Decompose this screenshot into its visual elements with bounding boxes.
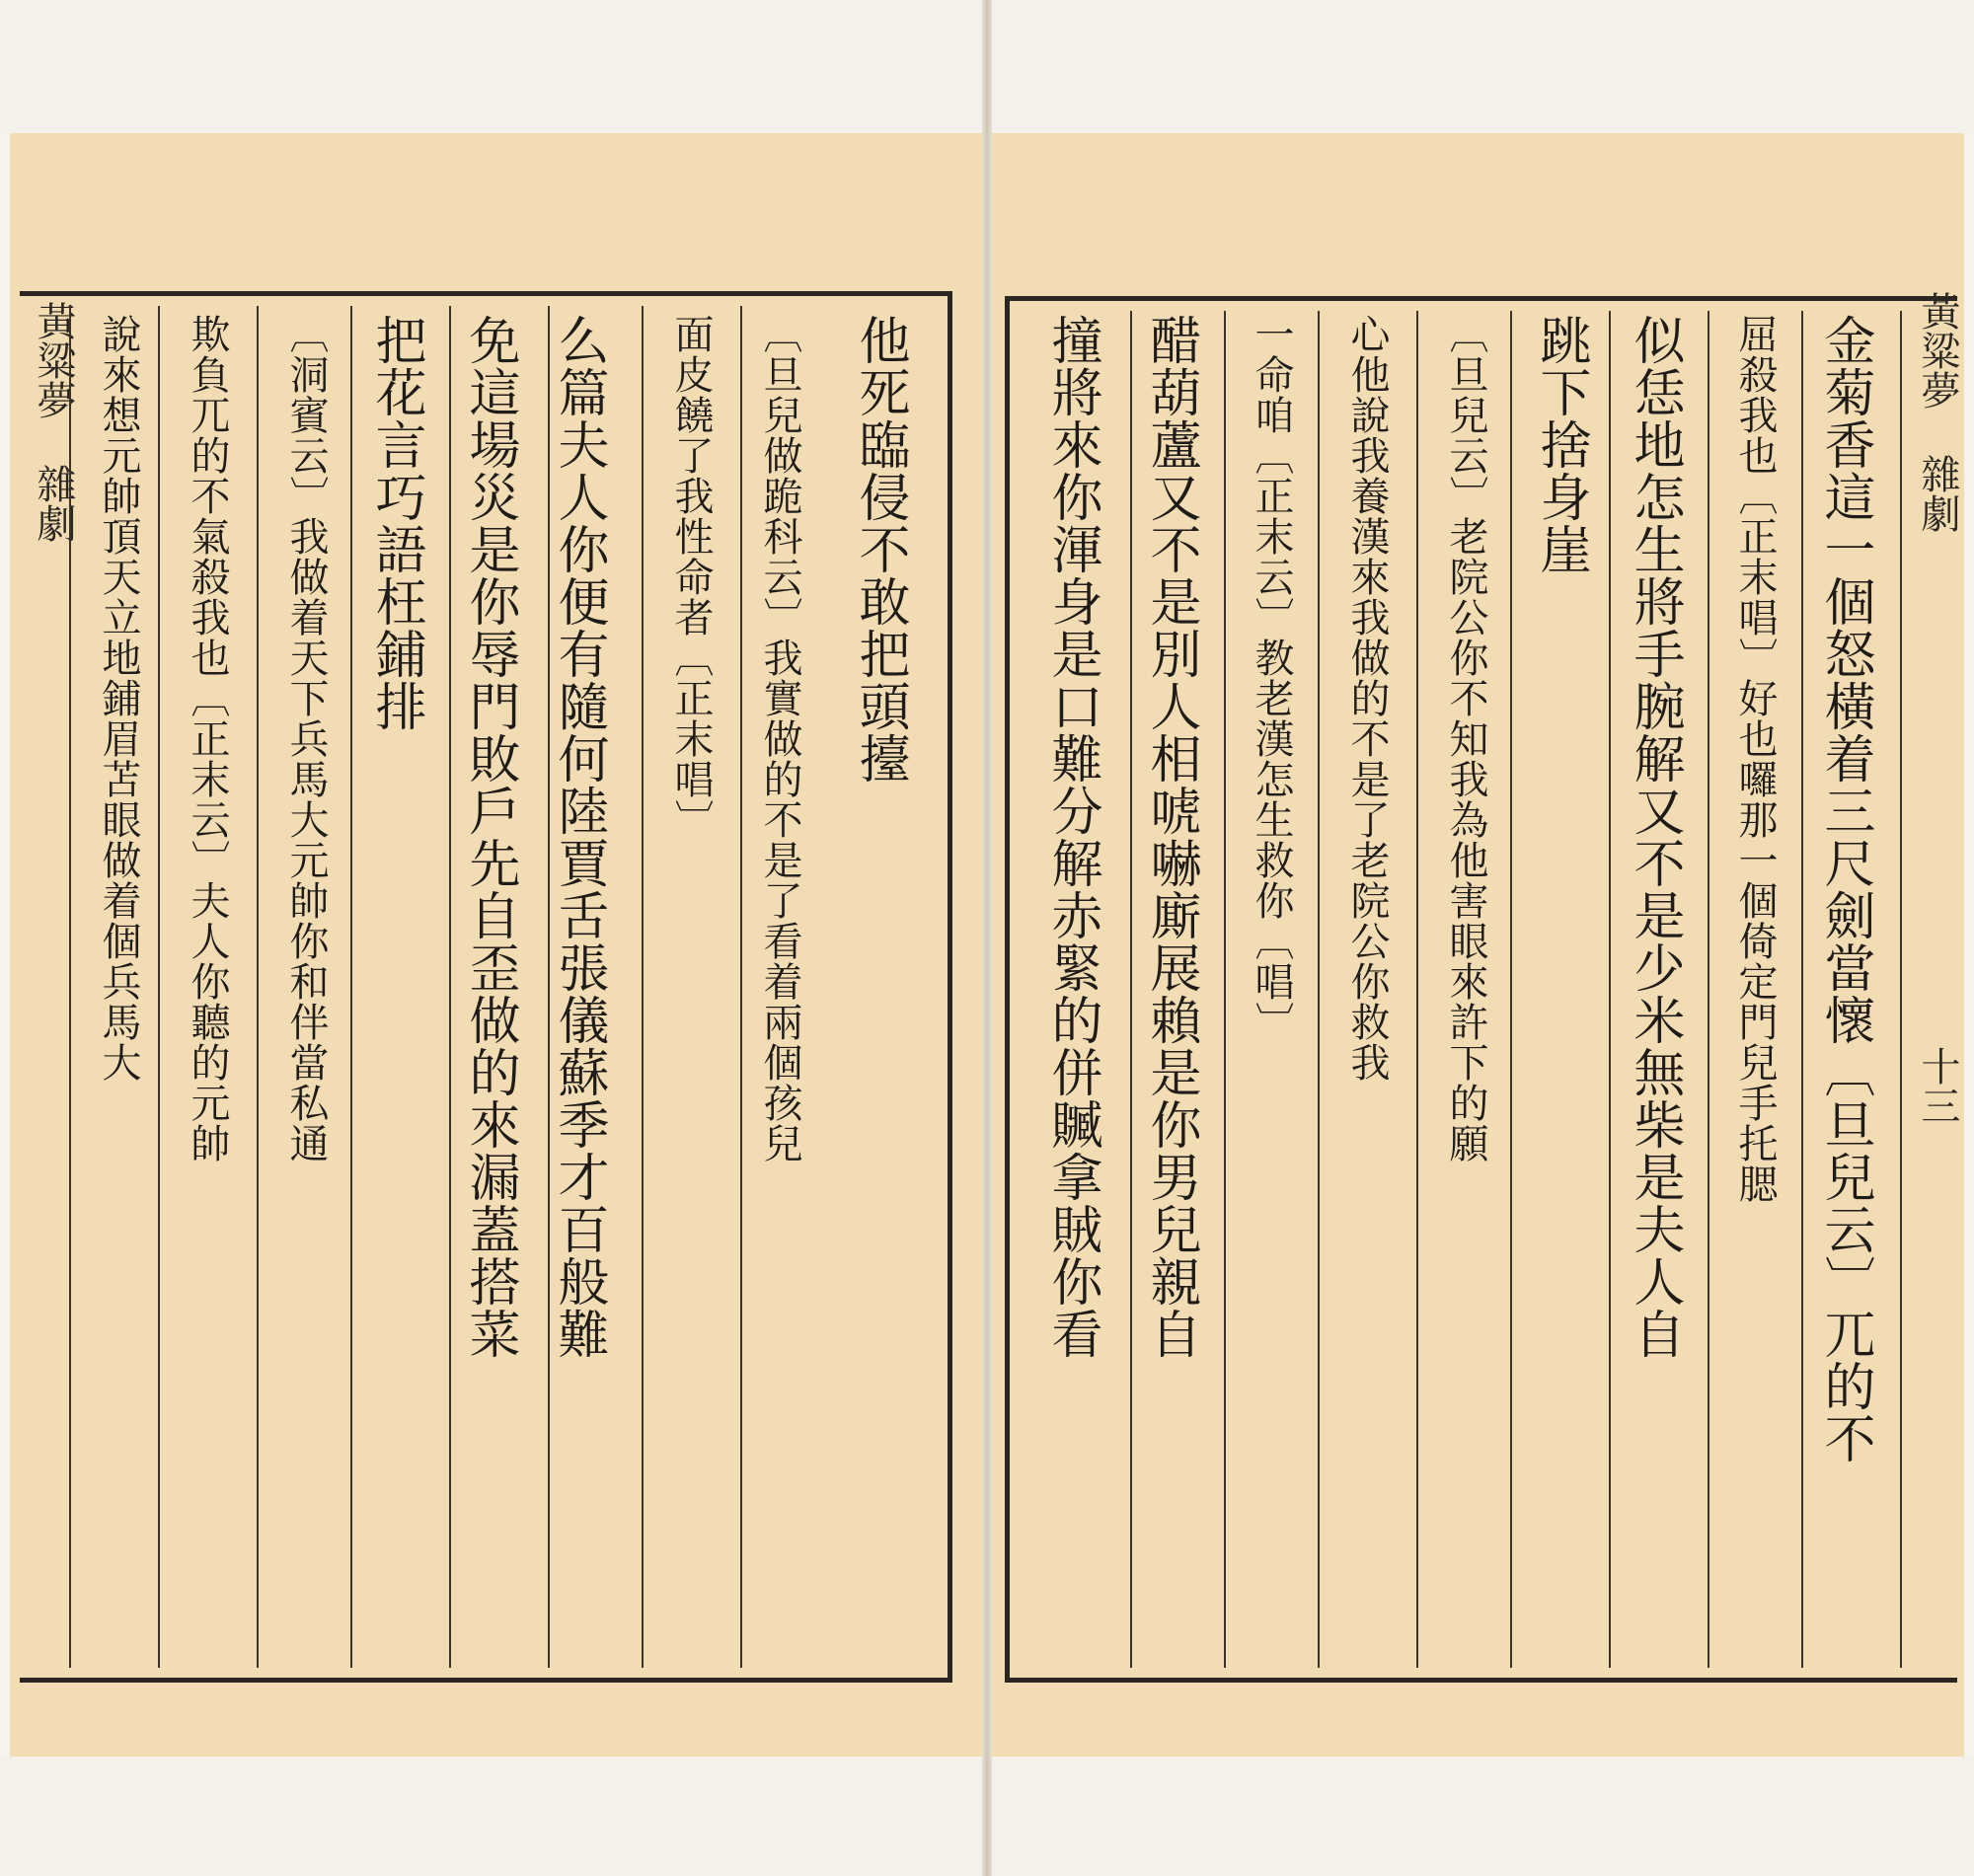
text-column: 金菊香這一個怒橫着三尺劍當懷〔旦兒云〕兀的不 — [1815, 314, 1874, 1464]
text-column: 醋葫蘆又不是別人相唬嚇廝展賴是你男兒親自 — [1141, 314, 1200, 1360]
column-rule — [1224, 311, 1226, 1668]
column-rule — [1416, 311, 1418, 1668]
column-rule — [1900, 311, 1902, 1668]
text-column: 么篇夫人你便有隨何陸賈舌張儀蘇季才百般難 — [549, 314, 608, 1360]
text-column: 一命咱〔正末云〕教老漢怎生救你〔唱〕 — [1249, 314, 1294, 1042]
column-rule — [158, 306, 160, 1668]
column-rule — [1318, 311, 1320, 1668]
text-column: 面皮饒了我性命者〔正末唱〕 — [668, 314, 714, 840]
text-column: 撞將來你渾身是口難分解赤緊的併贓拿賊你看 — [1042, 314, 1101, 1360]
folio-number: 十三 — [1915, 1046, 1960, 1125]
text-column: 說來想元帥頂天立地鋪眉苫眼做着個兵馬大 — [96, 314, 141, 1083]
text-column: 〔旦兒做跪科云〕我實做的不是了看着兩個孩兒 — [757, 314, 802, 1163]
text-column: 把花言巧語枉鋪排 — [366, 314, 425, 732]
column-rule — [1801, 311, 1803, 1668]
text-column: 〔旦兒云〕老院公你不知我為他害眼來許下的願 — [1443, 314, 1488, 1163]
right-margin-label: 雜劇 — [1915, 454, 1960, 533]
left-margin-title: 黃粱夢 — [31, 301, 76, 419]
text-column: 屈殺我也〔正末唱〕好也囉那一個倚定門兒手托腮 — [1732, 314, 1778, 1204]
right-margin-title: 黃粱夢 — [1915, 291, 1960, 410]
text-column: 似恁地怎生將手腕解又不是少米無柴是夫人自 — [1625, 314, 1684, 1360]
text-column: 免這場災是你辱門敗戶先自歪做的來漏蓋搭菜 — [460, 314, 519, 1360]
column-rule — [1708, 311, 1709, 1668]
column-rule — [449, 306, 451, 1668]
book-gutter — [982, 0, 992, 1876]
text-column: 他死臨侵不敢把頭擡 — [850, 314, 909, 785]
text-column: 跳下捨身崖 — [1531, 314, 1590, 575]
column-rule — [740, 306, 742, 1668]
text-column: 心他說我養漢來我做的不是了老院公你救我 — [1344, 314, 1390, 1083]
column-rule — [1130, 311, 1132, 1668]
column-rule — [642, 306, 644, 1668]
text-column: 〔洞賓云〕我做着天下兵馬大元帥你和伴當私通 — [283, 314, 329, 1163]
column-rule — [257, 306, 259, 1668]
column-rule — [1510, 311, 1512, 1668]
column-rule — [69, 306, 71, 1668]
text-column: 欺負兀的不氣殺我也〔正末云〕夫人你聽的元帥 — [185, 314, 230, 1163]
column-rule — [350, 306, 352, 1668]
left-margin-label: 雜劇 — [31, 464, 76, 543]
column-rule — [1609, 311, 1611, 1668]
